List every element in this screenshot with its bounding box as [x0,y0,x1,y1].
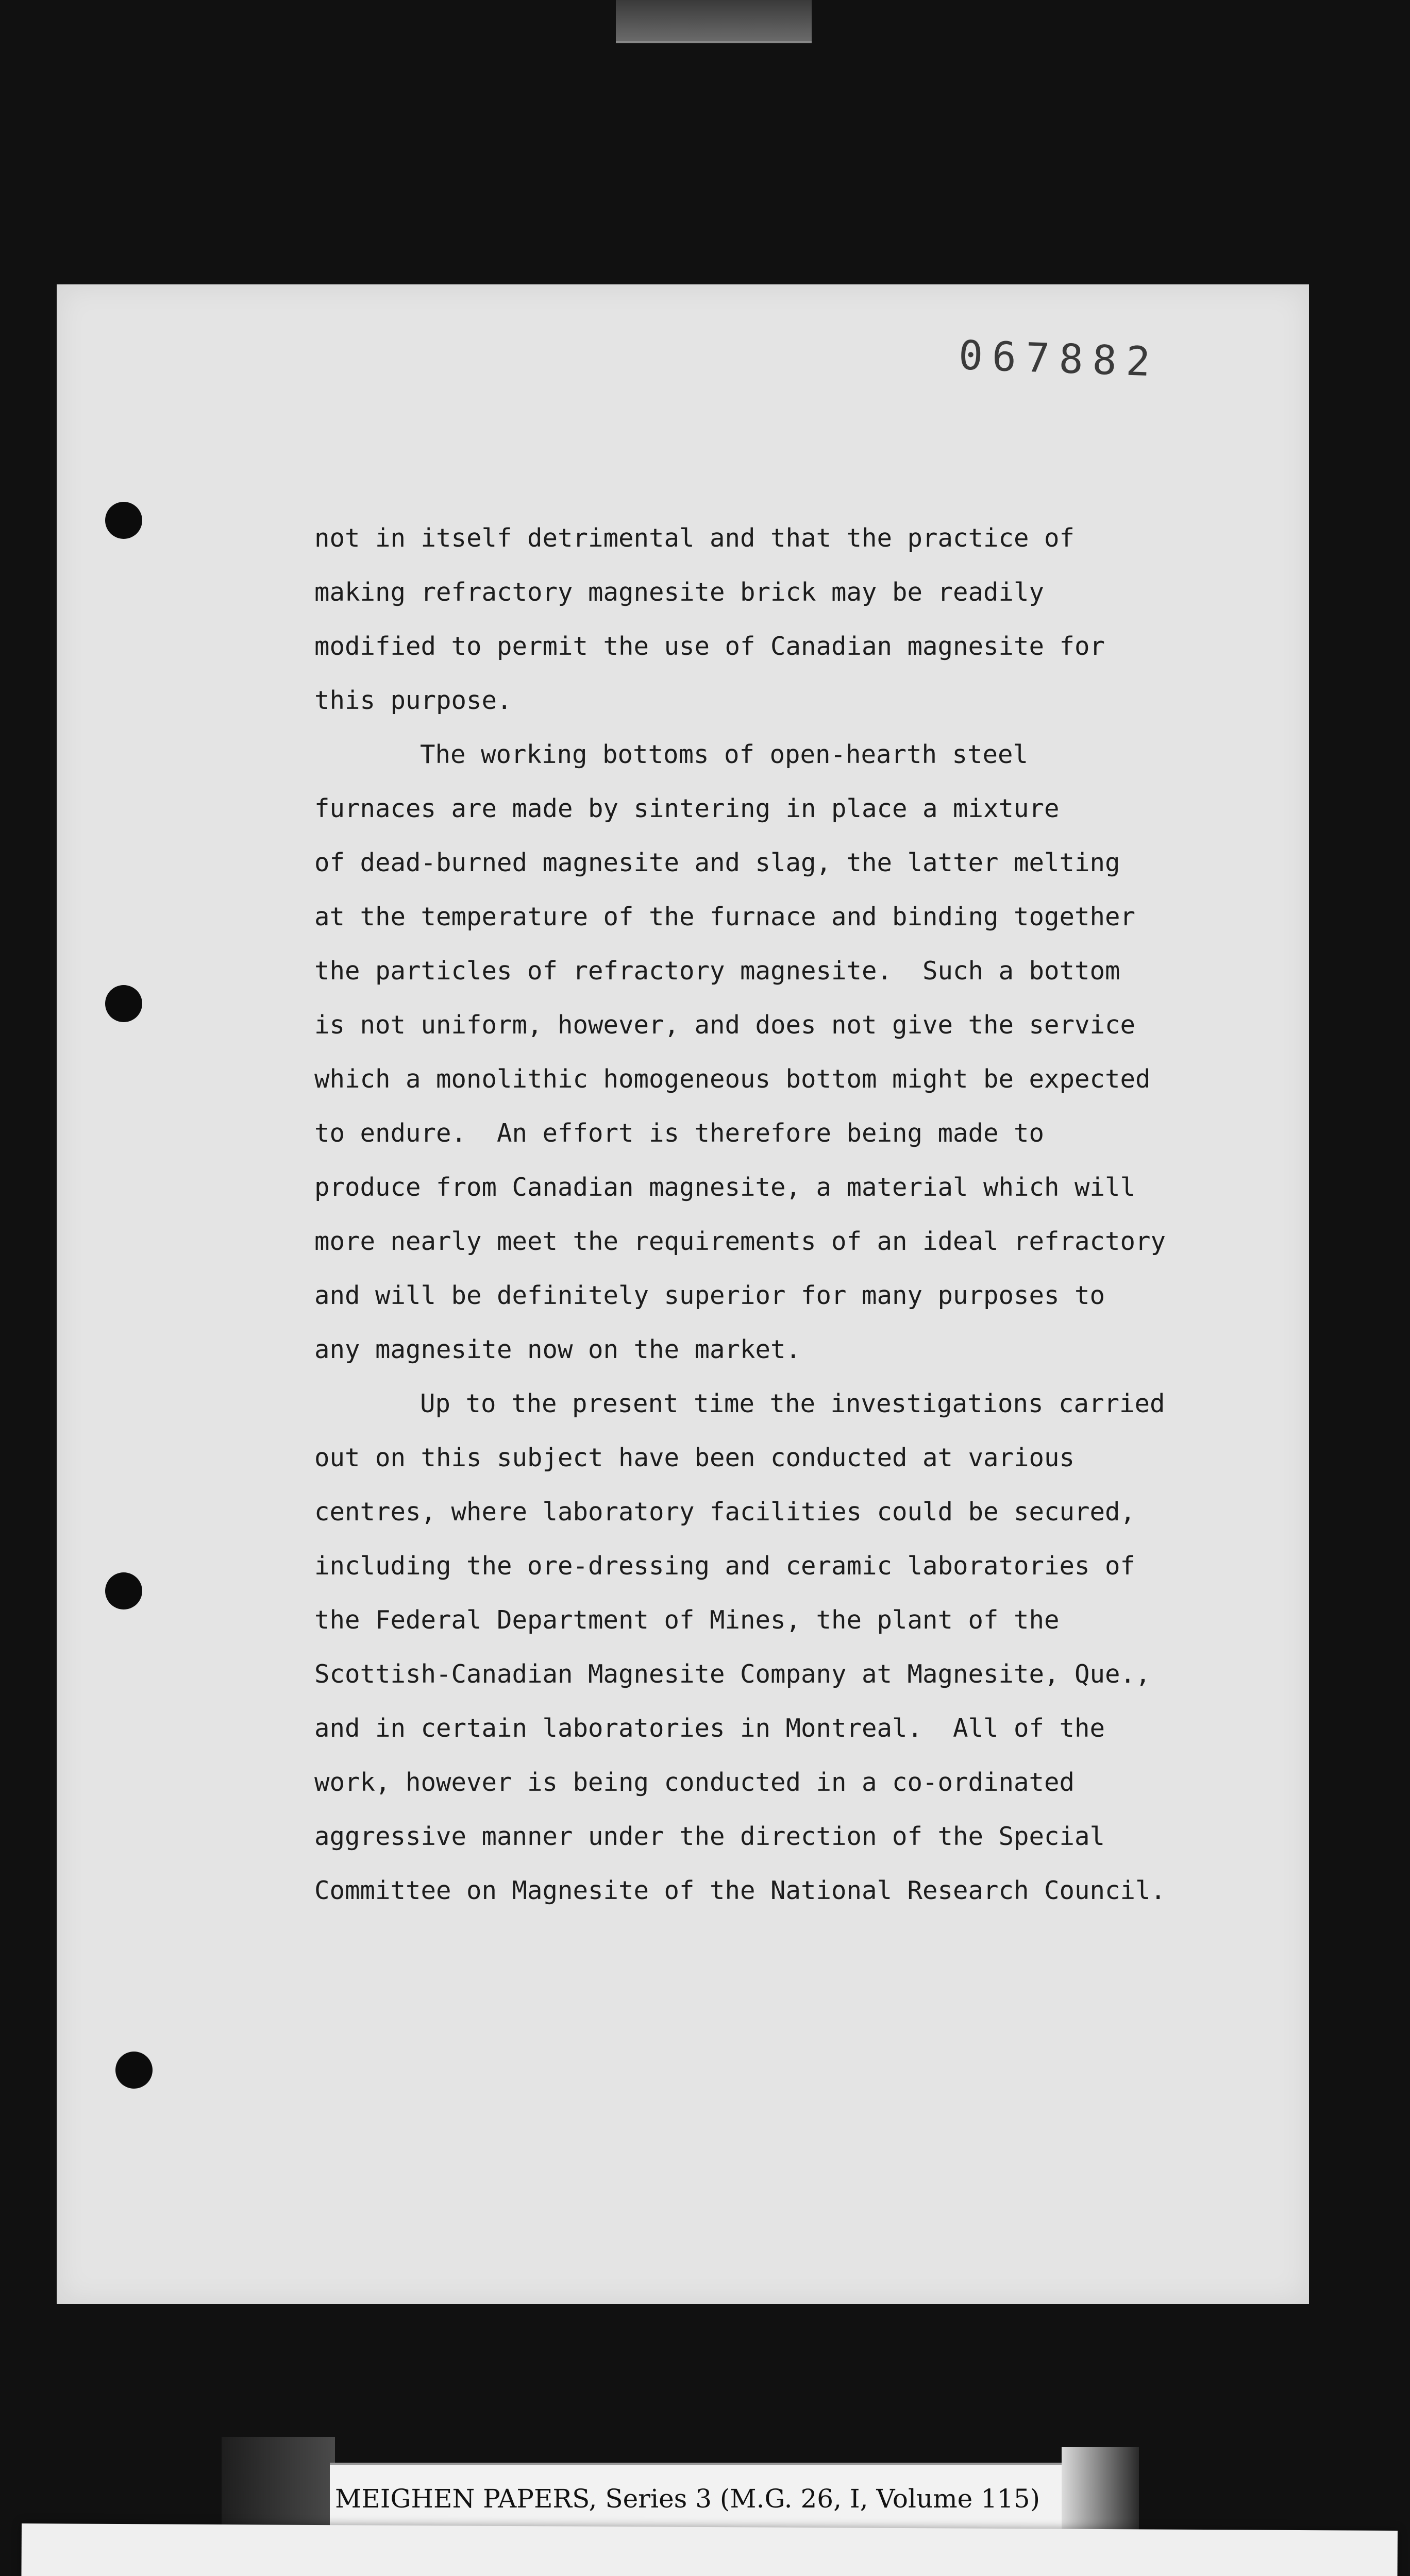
text-line: of dead-burned magnesite and slag, the latter melting [314,848,1120,877]
text-line: not in itself detrimental and that the practice of [314,523,1075,553]
text-line: aggressive manner under the direction of the Special [314,1822,1105,1851]
text-line: out on this subject have been conducted at various [314,1443,1075,1472]
film-frame-tab [616,0,812,43]
text-line: the particles of refractory magnesite. Such a bottom [314,956,1120,986]
text-line: and will be definitely superior for many purposes to [314,1281,1105,1310]
text-line: is not uniform, however, and does not give the service [314,1010,1136,1040]
series-label: MEIGHEN PAPERS, Series 3 (M.G. 26, I, Volume 115) [335,2484,1040,2514]
archives-stamp-card [20,2523,1398,2576]
text-line: more nearly meet the requirements of an ideal refractory [314,1227,1166,1256]
text-line: making refractory magnesite brick may be readily [314,578,1045,607]
text-line: including the ore-dressing and ceramic laboratories of [314,1551,1136,1581]
text-line: any magnesite now on the market. [314,1335,801,1364]
text-line: the Federal Department of Mines, the plant of the [314,1605,1060,1635]
text-line: to endure. An effort is therefore being made to [314,1118,1045,1148]
text-line: Scottish-Canadian Magnesite Company at Magnesite, Que., [314,1659,1151,1689]
text-line: The working bottoms of open-hearth steel [420,740,1029,769]
document-page [57,284,1309,2304]
text-line: at the temperature of the furnace and binding together [314,902,1136,931]
document-number: 067882 [958,332,1161,386]
punch-hole-1 [105,502,142,539]
punch-hole-2 [105,985,142,1022]
text-line: work, however is being conducted in a co-ordinated [314,1768,1075,1797]
punch-hole-3 [105,1572,142,1609]
text-line: furnaces are made by sintering in place a mixture [314,794,1060,823]
document-body [314,511,1283,1918]
text-line: this purpose. [314,686,512,715]
text-line: produce from Canadian magnesite, a material which will [314,1173,1136,1202]
text-line: and in certain laboratories in Montreal. All of the [314,1714,1105,1743]
text-line: Committee on Magnesite of the National Research Council. [314,1876,1166,1905]
punch-hole-4 [115,2052,153,2089]
text-line: Up to the present time the investigations carried [420,1389,1165,1418]
text-line: centres, where laboratory facilities could be secured, [314,1497,1136,1527]
text-line: modified to permit the use of Canadian magnesite for [314,632,1105,661]
text-line: which a monolithic homogeneous bottom might be expected [314,1064,1151,1094]
